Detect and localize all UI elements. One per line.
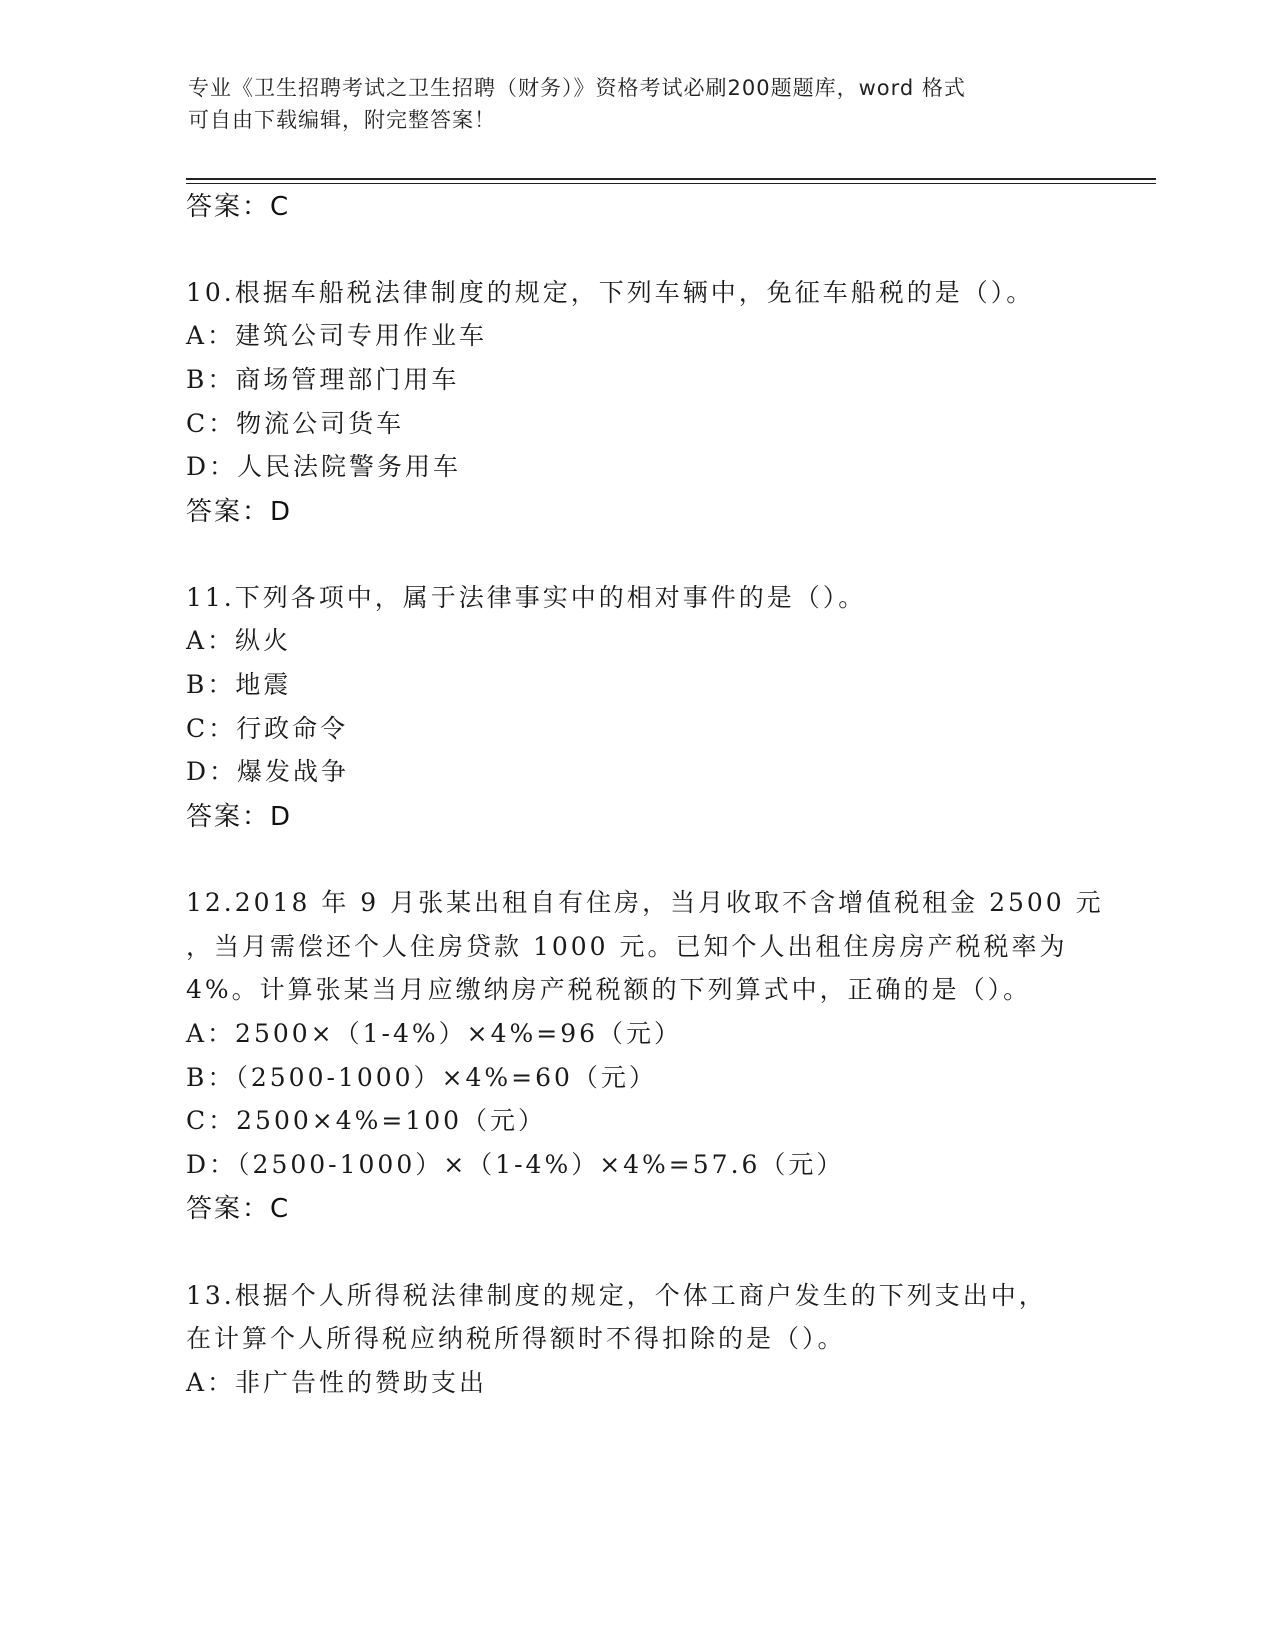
question-12-stem-line-2: ，当月需偿还个人住房贷款 1000 元。已知个人出租住房房产税税率为 — [186, 932, 1068, 961]
question-12-option-d: D：（2500-1000）×（1-4%）×4%=57.6（元） — [186, 1150, 845, 1179]
document-header — [188, 72, 1088, 136]
question-12-option-b: B：（2500-1000）×4%=60（元） — [186, 1063, 657, 1092]
question-10-option-a: A：建筑公司专用作业车 — [186, 321, 488, 350]
question-10-answer: 答案：D — [186, 497, 293, 527]
header-divider — [186, 178, 1156, 180]
question-10-stem: 10.根据车船税法律制度的规定，下列车辆中，免征车船税的是（）。 — [186, 278, 1035, 307]
header-line-1: 专业《卫生招聘考试之卫生招聘（财务）》资格考试必刷200题题库，word 格式 — [188, 76, 966, 100]
question-11-option-d: D：爆发战争 — [186, 757, 350, 786]
header-divider-thin — [186, 183, 1156, 184]
question-11-option-b: B：地震 — [186, 670, 292, 699]
question-11-option-a: A：纵火 — [186, 626, 292, 655]
question-13-stem-line-1: 13.根据个人所得税法律制度的规定，个体工商户发生的下列支出中， — [186, 1281, 1047, 1310]
question-12-option-a: A：2500×（1-4%）×4%=96（元） — [186, 1019, 683, 1048]
question-10-option-d: D：人民法院警务用车 — [186, 452, 462, 481]
question-10-option-c: C：物流公司货车 — [186, 409, 405, 438]
question-12-stem-line-1: 12.2018 年 9 月张某出租自有住房，当月收取不含增值税租金 2500 元 — [186, 888, 1104, 917]
question-11-answer: 答案：D — [186, 802, 293, 832]
header-line-2: 可自由下载编辑，附完整答案！ — [188, 108, 496, 132]
question-13-stem-line-2: 在计算个人所得税应纳税所得额时不得扣除的是（）。 — [186, 1324, 846, 1353]
question-12-option-c: C：2500×4%=100（元） — [186, 1106, 547, 1135]
question-13-option-a: A：非广告性的赞助支出 — [186, 1368, 488, 1397]
question-10-option-b: B：商场管理部门用车 — [186, 365, 460, 394]
answer-previous: 答案：C — [186, 192, 291, 222]
question-12-answer: 答案：C — [186, 1194, 291, 1224]
question-12-stem-line-3: 4%。计算张某当月应缴纳房产税税额的下列算式中，正确的是（）。 — [186, 975, 1032, 1004]
question-11-stem: 11.下列各项中，属于法律事实中的相对事件的是（）。 — [186, 583, 867, 612]
question-11-option-c: C：行政命令 — [186, 714, 349, 743]
